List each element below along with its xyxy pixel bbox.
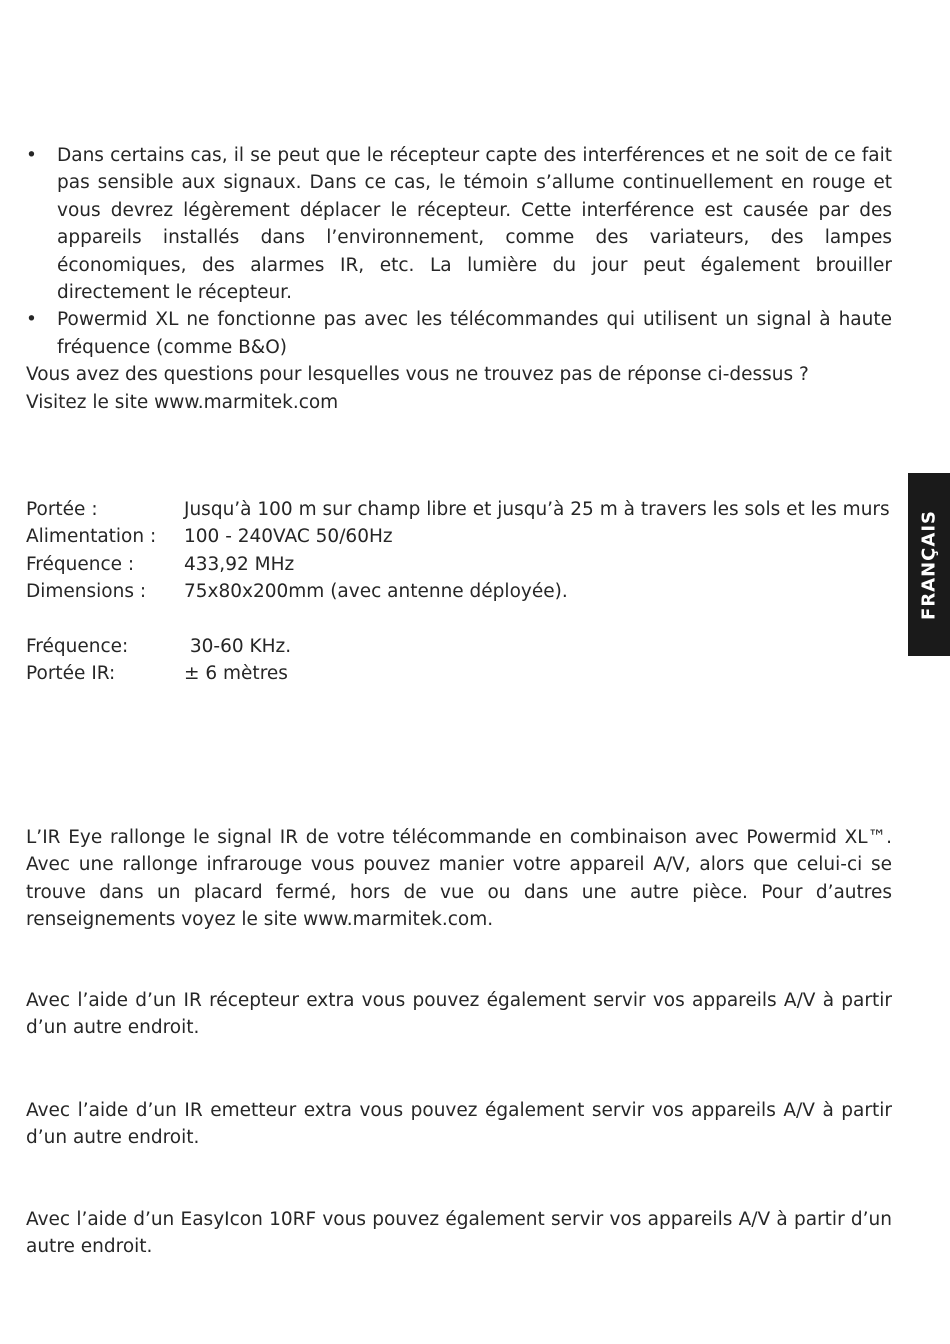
troubleshooting-list (26, 142, 892, 361)
spec-value: Jusqu’à 100 m sur champ libre et jusqu’à 25 m à travers les sols et les murs (184, 499, 890, 520)
spec-row (26, 660, 892, 687)
spec-row (26, 496, 892, 523)
spec-label: Portée IR: (26, 663, 116, 685)
visit-text: Visitez le site www.marmitek.com (26, 391, 339, 413)
ir-emitter-paragraph: Avec l’aide d’un IR emetteur extra vous pouvez également servir vos appareils A/V à partir d’un autre endroit. (26, 1100, 892, 1149)
specs-ir-table (26, 633, 892, 688)
specs-rf-table (26, 496, 892, 606)
spec-label: Fréquence : (26, 553, 135, 575)
spec-label: Alimentation : (26, 526, 157, 548)
spec-value: 433,92 MHz (184, 553, 295, 575)
ir-receiver-paragraph: Avec l’aide d’un IR récepteur extra vous pouvez également servir vos appareils A/V à partir d’un autre endroit. (26, 990, 892, 1039)
spec-label: Dimensions : (26, 581, 147, 603)
bullet-text: Powermid XL ne fonctionne pas avec les télécommandes qui utilisent un signal à haute fréquence (comme B&O) (57, 309, 892, 358)
spec-value: 100 - 240VAC 50/60Hz (184, 526, 393, 548)
spec-value: ± 6 mètres (184, 663, 288, 685)
list-item (26, 142, 892, 306)
bullet-icon: • (26, 145, 37, 166)
spec-row (26, 551, 892, 578)
spec-label: Portée : (26, 499, 98, 520)
list-item (26, 306, 892, 361)
question-text: Vous avez des questions pour lesquelles vous ne trouvez pas de réponse ci-dessus ? (26, 364, 809, 386)
bullet-icon: • (26, 309, 37, 331)
spec-value: 75x80x200mm (avec antenne déployée). (184, 581, 568, 603)
bullet-text: Dans certains cas, il se peut que le récepteur capte des interférences et ne soit de ce fait pas sensible aux signaux. Dans ce cas, le témoin s’allume continuellement en rouge et vous devrez légèrement déplacer le récepteur. Cette interférence est causée par des appareils installés dans l’environnement, comme des variateurs, des lampes économiques, des alarmes IR, etc. La lumière du jour peut également brouiller directement le récepteur. (57, 145, 892, 304)
spec-label: Fréquence: (26, 636, 129, 657)
spec-row (26, 523, 892, 550)
spec-row (26, 633, 892, 660)
ir-eye-paragraph: L’IR Eye rallonge le signal IR de votre télécommande en combinaison avec Powermid XL™. Avec une rallonge infrarouge vous pouvez manier votre appareil A/V, alors que celui-ci se trouve dans un placard fermé, hors de vue ou dans une autre pièce. Pour d’autres renseignements voyez le site www.marmitek.com. (26, 827, 892, 931)
easyicon-paragraph: Avec l’aide d’un EasyIcon 10RF vous pouvez également servir vos appareils A/V à partir d’un autre endroit. (26, 1209, 892, 1258)
spec-row (26, 578, 892, 605)
troubleshooting-section (26, 142, 892, 416)
language-tab-label: FRANÇAIS (918, 509, 940, 620)
language-tab (908, 473, 950, 656)
spec-value: 30-60 KHz. (184, 636, 292, 657)
